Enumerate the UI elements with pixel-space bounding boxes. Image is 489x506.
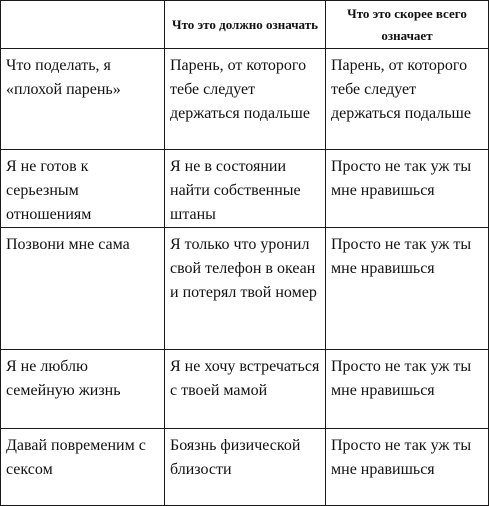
- cell-likely-means: Просто не так уж ты мне нравишься: [326, 350, 489, 429]
- cell-likely-means: Просто не так уж ты мне нравишься: [326, 429, 489, 506]
- cell-phrase: Давай повременим с сексом: [1, 429, 165, 506]
- cell-should-mean: Боязнь физической близости: [165, 429, 326, 506]
- cell-phrase: Я не люблю семейную жизнь: [1, 350, 165, 429]
- cell-should-mean: Парень, от которого тебе следует держаться подальше: [165, 49, 326, 150]
- table-row: [1, 350, 489, 429]
- header-should-mean: Что это должно означать: [165, 1, 326, 49]
- cell-should-mean: Я не хочу встречаться с твоей мамой: [165, 350, 326, 429]
- table-row: [1, 150, 489, 228]
- table-row: [1, 49, 489, 150]
- cell-phrase: Что поделать, я «плохой парень»: [1, 49, 165, 150]
- header-likely-means: Что это скорее всего означает: [326, 1, 489, 49]
- cell-phrase: Позвони мне сама: [1, 228, 165, 350]
- cell-phrase: Я не готов к серьезным отношениям: [1, 150, 165, 228]
- cell-likely-means: Парень, от которого тебе следует держаться подальше: [326, 49, 489, 150]
- cell-should-mean: Я только что уронил свой телефон в океан и потерял твой номер: [165, 228, 326, 350]
- table-row: [1, 429, 489, 506]
- header-phrase: [1, 1, 165, 49]
- table-header-row: [1, 1, 489, 49]
- cell-likely-means: Просто не так уж ты мне нравишься: [326, 228, 489, 350]
- cell-likely-means: Просто не так уж ты мне нравишься: [326, 150, 489, 228]
- cell-should-mean: Я не в состоянии найти собственные штаны: [165, 150, 326, 228]
- table-row: [1, 228, 489, 350]
